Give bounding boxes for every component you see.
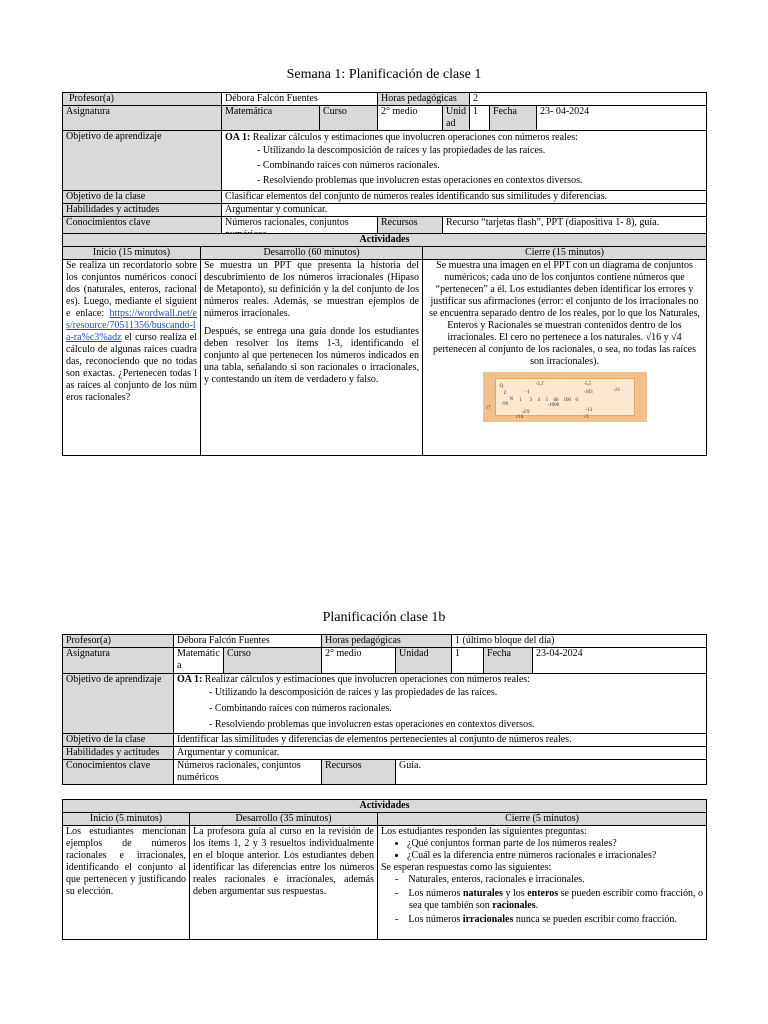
doc1-curso-label: Curso (320, 106, 378, 131)
diagram-label: -103 (583, 390, 593, 395)
doc2-objetivo-clase-label: Objetivo de la clase (63, 734, 174, 747)
doc1-oa-item: - Combinando raíces con números racionales. (257, 160, 440, 171)
doc2-oa-label: OA 1: (177, 674, 203, 685)
diagram-label: 3 (529, 398, 532, 403)
doc2-curso-value: 2° medio (322, 648, 396, 674)
doc2-asignatura-label: Asignatura (63, 648, 174, 674)
doc2-recursos-label: Recursos (322, 760, 396, 785)
diagram-label: -21 (613, 388, 621, 393)
doc1-title: Semana 1: Planificación de clase 1 (286, 67, 482, 82)
doc1-profesor-value: Débora Falcón Fuentes (222, 93, 378, 106)
doc2-inicio-header: Inicio (5 minutos) (63, 813, 190, 826)
doc1-asignatura-label: Asignatura (63, 106, 222, 131)
diagram-label: -99 (501, 402, 509, 407)
doc2-oa-item: - Utilizando la descomposición de raíces y las propiedades de las raíces. (209, 687, 498, 698)
doc2-habilidades-label: Habilidades y actitudes (63, 747, 174, 760)
diagram-label: 100 (563, 398, 571, 403)
answer-bold: irracionales (462, 914, 514, 925)
doc1-habilidades-label: Habilidades y actitudes (63, 204, 222, 217)
diagram-label: -13 (585, 408, 593, 413)
doc1-activities-table (62, 233, 707, 456)
doc2-profesor-label: Profesor(a) (63, 635, 174, 648)
doc1-oa-label: OA 1: (225, 132, 251, 143)
doc2-objetivo-aprendizaje-label: Objetivo de aprendizaje (63, 674, 174, 734)
doc2-unidad-label: Unidad (396, 648, 452, 674)
doc1-unidad-label: Unidad (443, 106, 470, 131)
diagram-label: √3 (583, 415, 589, 420)
doc2-objetivo-clase-value: Identificar las similitudes y diferencias de elementos pertenecientes al conjunto de números reales. (174, 734, 707, 747)
doc1-cierre-content (423, 260, 707, 456)
answer-item: - Naturales, enteros, racionales e irracionales. (395, 874, 585, 885)
doc2-oa-text: Realizar cálculos y estimaciones que involucren operaciones con números reales: (202, 674, 530, 685)
doc1-habilidades-value: Argumentar y comunicar. (222, 204, 707, 217)
doc1-conocimientos-value: Números racionales, conjuntos (222, 217, 378, 242)
doc1-cierre-header: Cierre (15 minutos) (423, 247, 707, 260)
doc1-recursos-value: Recurso “tarjetas flash”, PPT (diapositiva 1- 8), guía. (443, 217, 707, 242)
doc1-fecha-label: Fecha (490, 106, 537, 131)
question-item: • ¿Qué conjuntos forman parte de los números reales? (407, 838, 703, 850)
answer-text: . (535, 900, 539, 911)
doc1-cierre-y: y (661, 332, 672, 343)
answer-bold: racionales (492, 900, 536, 911)
doc1-cierre-text-b: pertenecen al conjunto de los racionales, o sea, no todas las raíces son irracionales). (433, 344, 696, 367)
doc1-objetivo-aprendizaje-label: Objetivo de aprendizaje (63, 131, 222, 191)
doc1-objetivo-clase-value: Clasificar elementos del conjunto de números reales identificando sus similitudes y diferencias. (222, 191, 707, 204)
doc2-cierre-questions (381, 838, 703, 862)
doc2-cierre-content (378, 826, 707, 940)
doc1-inicio-text-after: el curso realiza el cálculo de algunas raíces cuadradas, reconociendo que no todas son exactas. ¿Pertenecen todas las raíces al conjunto de los números racionales? (66, 332, 197, 403)
root16-text: √16 (645, 332, 662, 343)
doc2-desarrollo-header: Desarrollo (35 minutos) (190, 813, 378, 826)
doc1-objetivo-clase-label: Objetivo de la clase (63, 191, 222, 204)
doc2-cierre-expect: Se esperan respuestas como las siguientes: (381, 862, 552, 873)
doc1-recursos-label: Recursos (378, 217, 443, 242)
doc1-inicio-header: Inicio (15 minutos) (63, 247, 201, 260)
doc1-actividades-header: Actividades (63, 234, 707, 247)
diagram-label: -3,1̄ (535, 382, 544, 387)
number-sets-diagram (483, 372, 647, 422)
doc2-actividades-header: Actividades (63, 800, 707, 813)
doc1-profesor-label: Profesor(a) (63, 93, 222, 106)
answer-text: Naturales, enteros, racionales e irracionales. (408, 874, 585, 885)
diagram-label: N (509, 397, 514, 402)
doc2-recursos-value: Guía. (396, 760, 707, 785)
doc1-fecha-value: 23- 04-2024 (537, 106, 707, 131)
doc2-habilidades-value: Argumentar y comunicar. (174, 747, 707, 760)
doc1-desarrollo-p2: Después, se entrega una guía donde los estudiantes deben resolver los ítems 1-3, identificando el conjunto al que pertenecen los números indicados en una tabla, señalando si son racionales o irracionales, y contestando un ítem de verdadero y falso. (204, 326, 419, 385)
doc2-cierre-header: Cierre (5 minutos) (378, 813, 707, 826)
answer-item: - Los números irracionales nunca se pueden escribir como fracción. (395, 914, 677, 925)
doc2-oa-item: - Resolviendo problemas que involucren estas operaciones en contextos diversos. (209, 719, 535, 730)
doc2-unidad-value: 1 (452, 648, 484, 674)
diagram-label: 1 (519, 398, 522, 403)
diagram-label: 5 (545, 398, 548, 403)
doc1-oa-item: - Utilizando la descomposición de raíces y las propiedades de las raíces. (257, 145, 546, 156)
diagram-label: √16 (515, 415, 524, 420)
answer-text: Los números (408, 914, 463, 925)
doc2-asignatura-value: Matemática (174, 648, 224, 674)
doc2-fecha-label: Fecha (484, 648, 533, 674)
diagram-label: Z (503, 391, 507, 396)
answer-text: nunca se pueden escribir como fracción. (513, 914, 677, 925)
doc1-conocimientos-label: Conocimientos clave (63, 217, 222, 242)
doc2-conocimientos-value: Números racionales, conjuntos numéricos (174, 760, 322, 785)
doc2-fecha-value: 23-04-2024 (533, 648, 707, 674)
doc2-horas-value: 1 (último bloque del día) (452, 635, 707, 648)
doc1-desarrollo-content (201, 260, 423, 456)
doc1-info-table (62, 92, 707, 242)
doc1-desarrollo-header: Desarrollo (60 minutos) (201, 247, 423, 260)
doc2-horas-label: Horas pedagógicas (322, 635, 452, 648)
diagram-label: 68 (553, 398, 559, 403)
diagram-label: 0 (575, 398, 578, 403)
doc2-cierre-intro: Los estudiantes responden las siguientes preguntas: (381, 826, 587, 837)
doc2-oa-content (174, 674, 707, 734)
doc1-asignatura-value: Matemática (222, 106, 320, 131)
doc2-title: Planificación clase 1b (322, 610, 446, 625)
doc2-curso-label: Curso (224, 648, 322, 674)
doc1-oa-text: Realizar cálculos y estimaciones que involucren operaciones con números reales: (250, 132, 578, 143)
question-item: • ¿Cuál es la diferencia entre números racionales e irracionales? (407, 850, 703, 862)
doc2-oa-item: - Combinando raíces con números racionales. (209, 703, 392, 714)
doc1-curso-value: 2° medio (378, 106, 443, 131)
answer-text: y los (502, 888, 528, 899)
doc1-oa-content (222, 131, 707, 191)
doc1-horas-value: 2 (470, 93, 707, 106)
doc2-conocimientos-label: Conocimientos clave (63, 760, 174, 785)
answer-text: Los números (408, 888, 463, 899)
doc1-unidad-value: 1 (470, 106, 490, 131)
doc1-desarrollo-p1: Se muestra un PPT que presenta la historia del descubrimiento de los números irracionales (Hipaso de Metaponto), su definición y la del conjunto de los números reales. Además, se muestran ejemplos de números irracionales. (204, 260, 419, 319)
diagram-label: 4 (537, 398, 540, 403)
doc1-horas-label: Horas pedagógicas (378, 93, 470, 106)
root4-text: √4 (671, 332, 682, 343)
doc1-inicio-content (63, 260, 201, 456)
answer-bold: enteros (527, 888, 559, 899)
diagram-label: -1 (525, 390, 530, 395)
doc1-cierre-text-a: Se muestra una imagen en el PPT con un diagrama de conjuntos numéricos; cada uno de los conjuntos contiene números que “pertenecen” a él. Los estudiantes deben identificar los errores y justificar sus afirmaciones (error: el conjunto de los irracionales no se encuentra separado dentro de los reales, por lo que los Naturales, Enteros y Racionales se muestran contenidos dentro de los irracionales. El cero no pertenece a los naturales. (429, 260, 700, 343)
doc1-inicio-text: Se realiza un recordatorio sobre los conjuntos numéricos conocidos (naturales, enteros, racionales). Luego, mediante el siguiente enlace: (66, 260, 197, 319)
wordwall-link[interactable]: https://wordwall.net/es/resource/70511356/buscando-la-ra%c3%adz (66, 308, 197, 343)
diagram-label: √7 (485, 406, 491, 411)
diagram-label: Q (499, 384, 504, 389)
doc2-profesor-value: Débora Falcón Fuentes (174, 635, 322, 648)
doc2-desarrollo-content: La profesora guía al curso en la revisión de los ítems 1, 2 y 3 resueltos individualmente en el bloque anterior. Los estudiantes deben identificar las diferencias entre los números reales racionales e irracionales, además deben argumentar sus respuestas. (190, 826, 378, 940)
doc2-activities-table (62, 799, 707, 940)
answer-text: se pueden escribir como fracción, o sea que también son (409, 888, 703, 911)
doc2-inicio-content: Los estudiantes mencionan ejemplos de números racionales e irracionales, identificando el conjunto al que pertenecen y justificando su elección. (63, 826, 190, 940)
diagram-label: -5,5 (583, 382, 592, 387)
doc1-oa-item: - Resolviendo problemas que involucren estas operaciones en contextos diversos. (257, 175, 583, 186)
doc2-info-table (62, 634, 707, 785)
answer-bold: naturales (462, 888, 503, 899)
diagram-label: -1000 (547, 403, 560, 408)
answer-item: - Los números naturales y los enteros se pueden escribir como fracción, o sea que también son racionales. (395, 888, 703, 911)
diagram-label: -2/9 (521, 410, 530, 415)
